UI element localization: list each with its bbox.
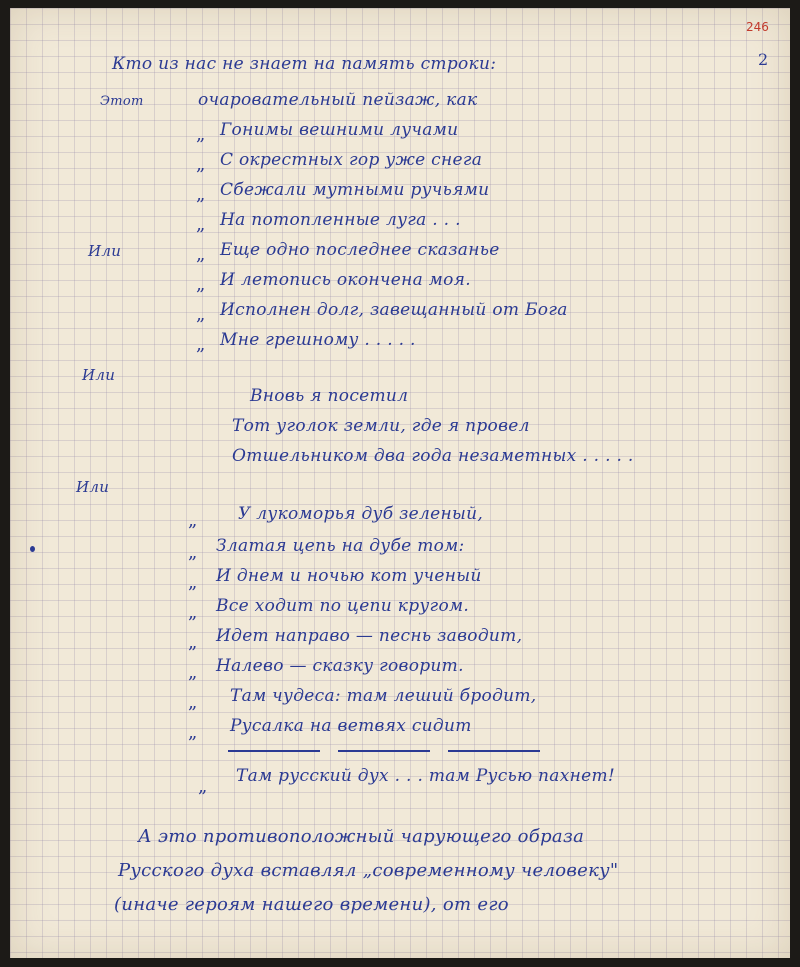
ditto-mark: „ — [188, 510, 198, 531]
ditto-mark: „ — [198, 776, 208, 797]
verse-line: И летопись окончена моя. — [220, 270, 471, 290]
ditto-mark: „ — [188, 632, 198, 653]
verse-line: Златая цепь на дубе том: — [216, 536, 465, 556]
ditto-mark: „ — [196, 214, 206, 235]
ditto-mark: „ — [196, 154, 206, 175]
ditto-mark: „ — [196, 244, 206, 265]
ditto-mark: „ — [196, 124, 206, 145]
ditto-mark: „ — [188, 542, 198, 563]
verse-line: Мне грешному . . . . . — [220, 330, 416, 350]
verse-line: Тот уголок земли, где я провел — [232, 416, 530, 436]
ink-blot — [30, 546, 35, 552]
verse-line: Сбежали мутными ручьями — [220, 180, 490, 200]
separator-dash — [228, 750, 320, 752]
section-marker-ili: Или — [82, 366, 116, 384]
closing-quote-line: Там русский дух . . . там Русью пахнет! — [236, 766, 616, 786]
ditto-mark: „ — [196, 304, 206, 325]
section-marker-ili: Или — [76, 478, 110, 496]
verse-line: Еще одно последнее сказанье — [220, 240, 500, 260]
ditto-mark: „ — [196, 334, 206, 355]
separator-dash — [338, 750, 430, 752]
archive-folio-number: 246 — [746, 20, 769, 34]
verse-line: Там чудеса: там леший бродит, — [230, 686, 537, 706]
verse-line: Исполнен долг, завещанный от Бога — [220, 300, 568, 320]
verse-line: Гонимы вешними лучами — [220, 120, 459, 140]
ditto-mark: „ — [188, 602, 198, 623]
verse-line: Все ходит по цепи кругом. — [216, 596, 470, 616]
intro-line-2-text: очаровательный пейзаж, как — [198, 90, 478, 110]
ditto-mark: „ — [196, 184, 206, 205]
verse-line: У лукоморья дуб зеленый, — [238, 504, 484, 524]
verse-line: Вновь я посетил — [250, 386, 409, 406]
manuscript-page — [10, 8, 790, 958]
verse-line: На потопленные луга . . . — [220, 210, 461, 230]
verse-line: И днем и ночью кот ученый — [216, 566, 482, 586]
page-number: 2 — [758, 50, 769, 69]
ditto-mark: „ — [188, 662, 198, 683]
ditto-mark: „ — [188, 692, 198, 713]
verse-line: С окрестных гор уже снега — [220, 150, 483, 170]
separator-dash — [448, 750, 540, 752]
section-marker-ili: Или — [88, 242, 122, 260]
verse-line: Русалка на ветвях сидит — [230, 716, 472, 736]
verse-line: Налево — сказку говорит. — [216, 656, 464, 676]
ditto-mark: „ — [188, 572, 198, 593]
ditto-mark: „ — [196, 274, 206, 295]
conclusion-line: (иначе героям нашего времени), от его — [114, 894, 509, 915]
verse-line: Отшельником два года незаметных . . . . . — [232, 446, 634, 466]
intro-line-2-label: Этот — [100, 94, 144, 109]
ditto-mark: „ — [188, 722, 198, 743]
conclusion-line: А это противоположный чарующего образа — [138, 826, 585, 847]
conclusion-line: Русского духа вставлял „современному человеку" — [118, 860, 619, 881]
verse-line: Идет направо — песнь заводит, — [216, 626, 523, 646]
intro-line-1: Кто из нас не знает на память строки: — [112, 54, 497, 74]
